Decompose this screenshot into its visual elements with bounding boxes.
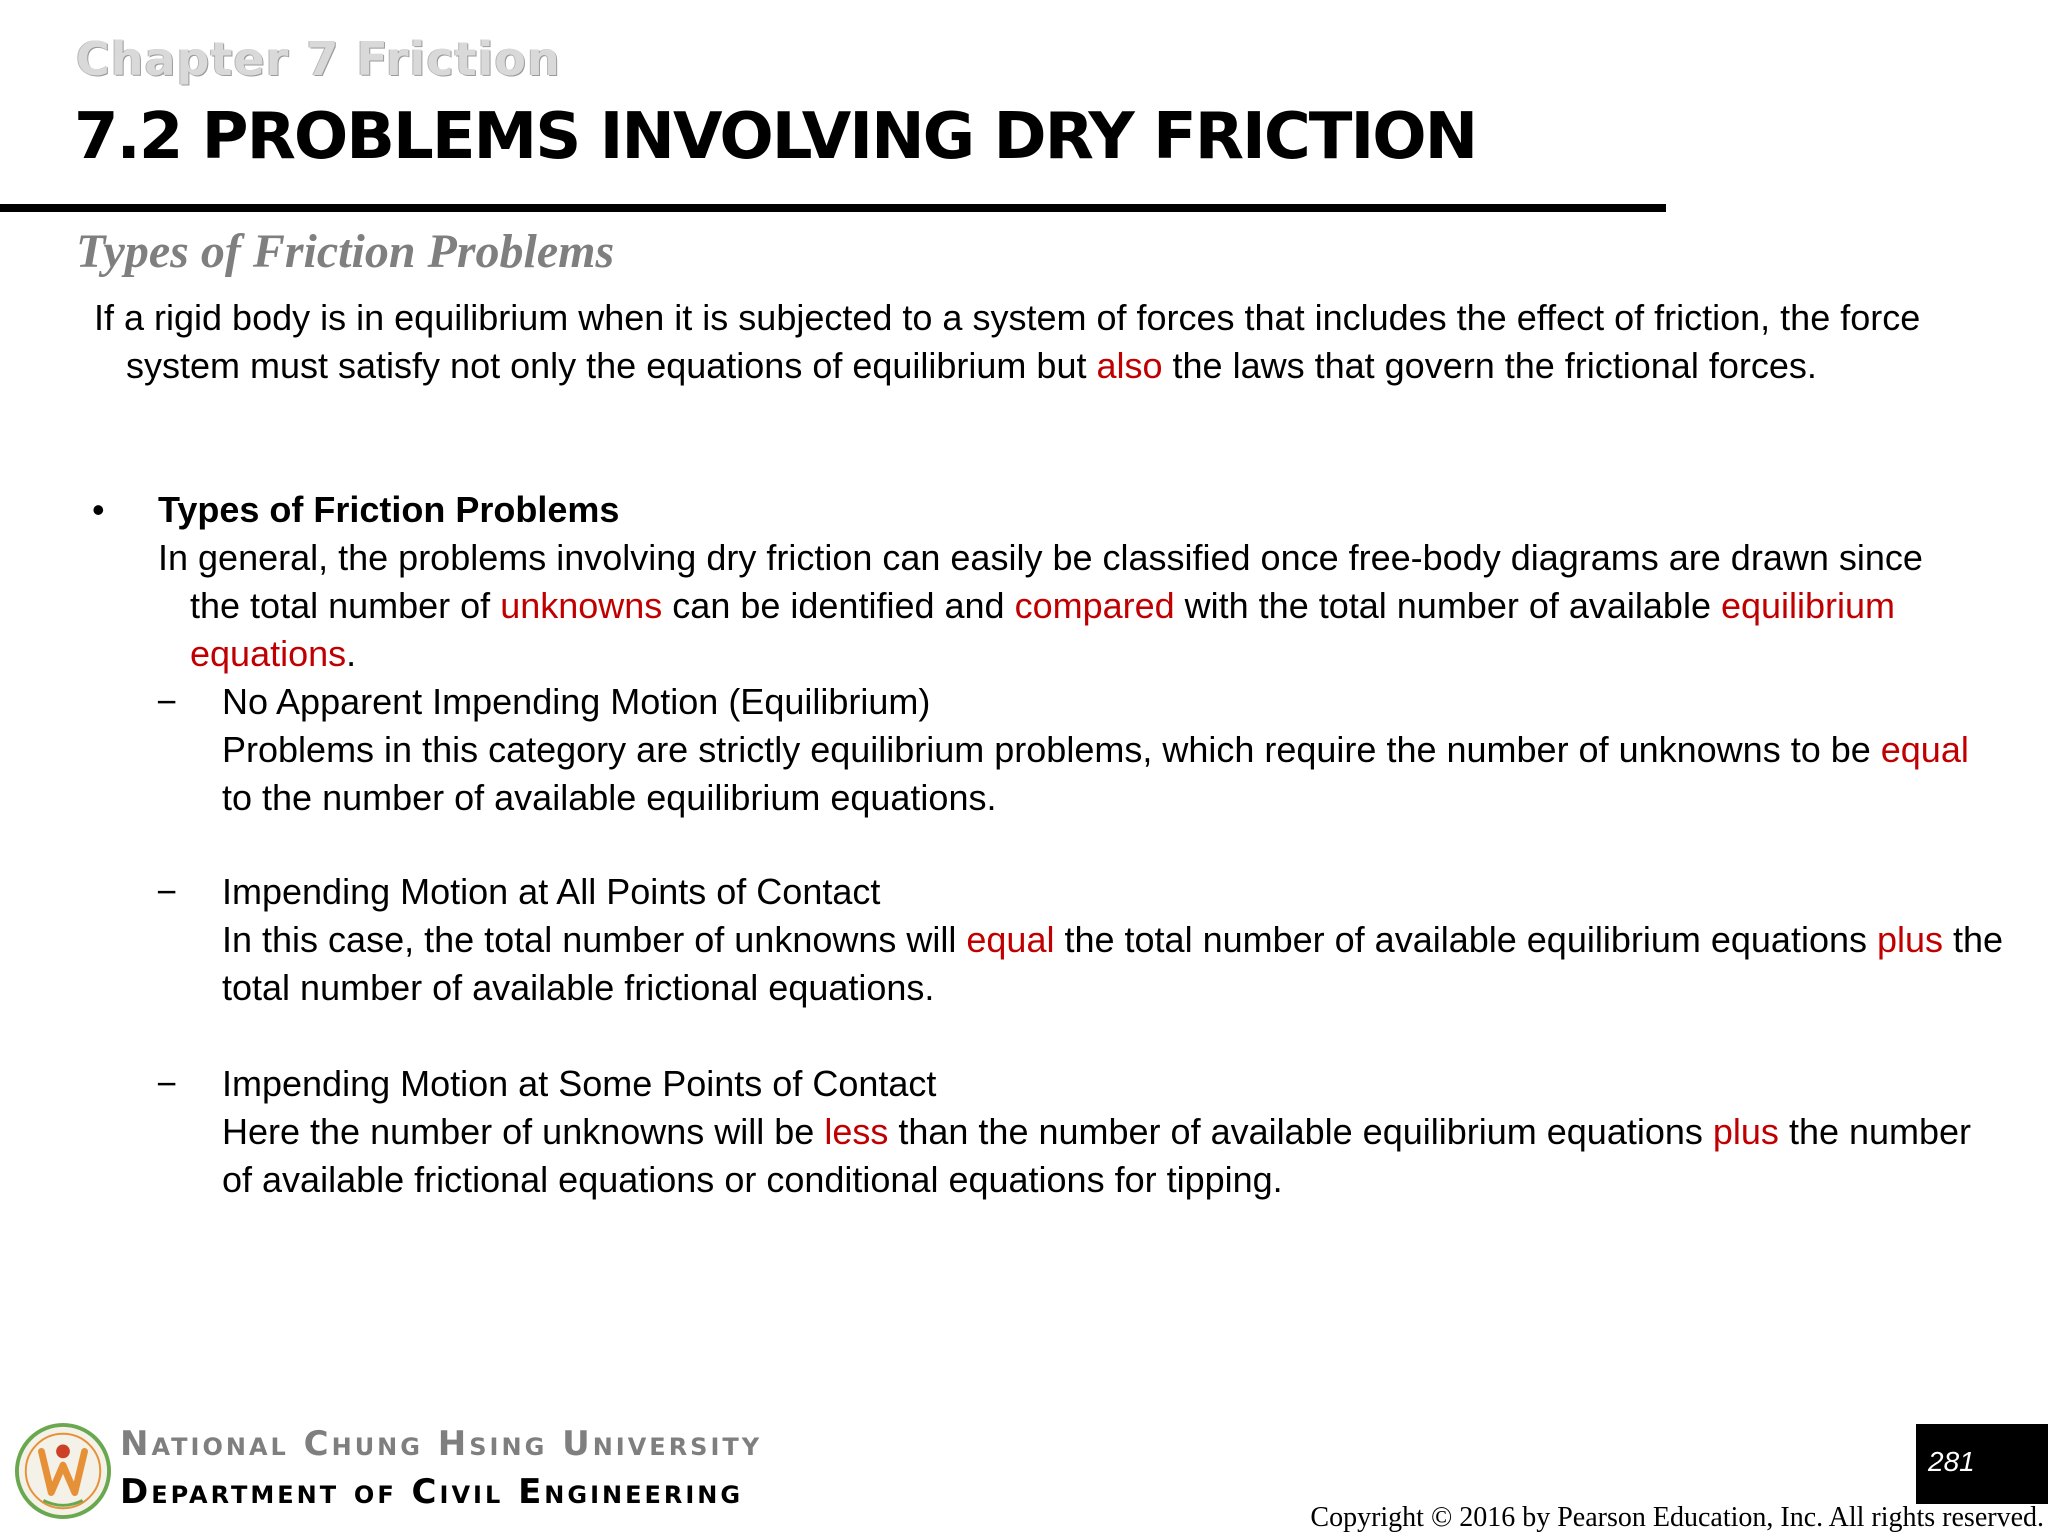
case-text: In this case, the total number of unknowns will: [222, 919, 967, 960]
bullet-symbol: •: [92, 489, 105, 530]
case-description: [222, 916, 2006, 1012]
bullet-heading: Types of Friction Problems: [158, 489, 620, 530]
intro-paragraph: [94, 294, 1994, 390]
page-number-box: [1916, 1424, 2048, 1504]
case-description: [222, 726, 2006, 822]
page-number: 281: [1928, 1446, 1975, 1477]
case-text: the number of available frictional equations or conditional equations for tipping.: [222, 1111, 1972, 1200]
case-text: to the number of available equilibrium equations.: [222, 777, 997, 818]
general-text-4: .: [346, 633, 357, 674]
highlight-equal: equal: [966, 919, 1055, 960]
chapter-label: Chapter 7 Friction: [76, 32, 561, 86]
case-title: Impending Motion at Some Points of Contact: [222, 1063, 937, 1104]
university-name: National Chung Hsing University: [120, 1424, 763, 1464]
highlight-less: less: [824, 1111, 889, 1152]
intro-highlight: also: [1096, 345, 1163, 386]
case-text: the total number of available frictional equations.: [222, 919, 2004, 1008]
case-text: than the number of available equilibrium equations: [888, 1111, 1713, 1152]
dash-marker: −: [156, 1063, 178, 1104]
highlight-plus: plus: [1712, 1111, 1779, 1152]
intro-text-end: the laws that govern the frictional forces.: [1162, 345, 1817, 386]
university-logo-icon: [14, 1422, 112, 1520]
highlight-unknowns: unknowns: [500, 585, 663, 626]
general-text-1: In general, the problems involving dry friction can easily be classified once free-body diagrams are drawn since the total number of: [158, 537, 1923, 626]
title-divider: [0, 204, 1666, 212]
case-title: No Apparent Impending Motion (Equilibrium): [222, 681, 931, 722]
highlight-equilibrium-equations: equilibrium equations: [190, 585, 1896, 674]
general-text-3: with the total number of available: [1174, 585, 1721, 626]
slide-title: 7.2 PROBLEMS INVOLVING DRY FRICTION: [74, 100, 1477, 174]
department-name: Department of Civil Engineering: [120, 1472, 744, 1512]
highlight-equal: equal: [1880, 729, 1969, 770]
general-text-2: can be identified and: [662, 585, 1015, 626]
dash-marker: −: [156, 871, 178, 912]
section-subtitle: Types of Friction Problems: [76, 225, 615, 278]
case-text: Problems in this category are strictly equilibrium problems, which require the number of unknowns to be: [222, 729, 1881, 770]
case-text: Here the number of unknowns will be: [222, 1111, 825, 1152]
copyright-notice: Copyright © 2016 by Pearson Education, Inc. All rights reserved.: [1310, 1502, 2044, 1533]
intro-text: If a rigid body is in equilibrium when it is subjected to a system of forces that includes the effect of friction, the force system must satisfy not only the equations of equilibrium but: [94, 297, 1921, 386]
dash-marker: −: [156, 681, 178, 722]
general-paragraph: [158, 534, 1958, 678]
case-text: the total number of available equilibrium equations: [1054, 919, 1877, 960]
case-description: [222, 1108, 2006, 1204]
case-title: Impending Motion at All Points of Contact: [222, 871, 881, 912]
highlight-compared: compared: [1014, 585, 1175, 626]
highlight-plus: plus: [1876, 919, 1944, 960]
